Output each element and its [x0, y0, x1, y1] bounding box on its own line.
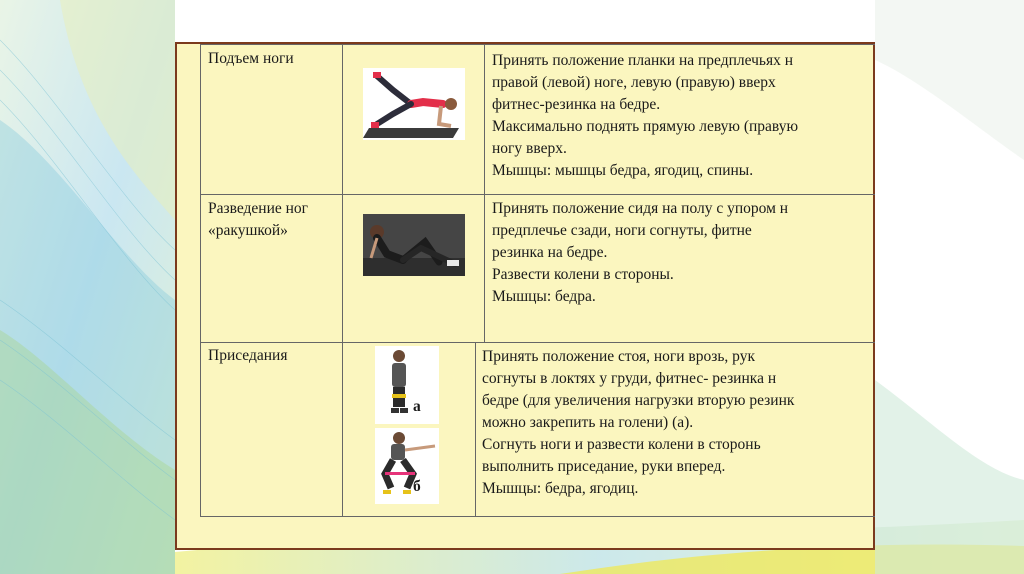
- table-top-border: [200, 44, 875, 45]
- row-divider-2: [200, 342, 875, 343]
- exercise-name-2: Разведение ног «ракушкой»: [208, 200, 309, 239]
- plank-leg-raise-photo: [363, 68, 465, 140]
- exercise-table-panel: [175, 42, 875, 550]
- squat-label-a: а: [413, 398, 421, 415]
- exercise-desc-3: Принять положение стоя, ноги врозь, рук согнуты в локтях у груди, фитнес- резинка н бедре (для увеличения нагрузки вторую резинк можно закрепить на голени) (а). Согнуть ноги и развести колени в сторонь выполнить приседание, руки вперед. Мышцы: бедра, ягодиц.: [482, 348, 795, 497]
- clamshell-photo: [363, 214, 465, 276]
- col-divider-1: [342, 44, 343, 517]
- exercise-desc-1: Принять положение планки на предплечьях н правой (левой) ноге, левую (правую) вверх фитнес-резинка на бедре. Максимально поднять прямую левую (правую ногу вверх. Мышцы: мышцы бедра, ягодиц, спины.: [492, 52, 799, 179]
- exercise-name-3: Приседания: [208, 347, 288, 364]
- col-divider-2a: [484, 44, 485, 342]
- col-divider-2b: [475, 342, 476, 517]
- row-divider-1: [200, 194, 875, 195]
- squat-label-b: б: [413, 478, 421, 495]
- exercise-desc-2: Принять положение сидя на полу с упором н предплечье сзади, ноги согнуты, фитне резинка на бедре. Развести колени в стороны. Мышцы: бедра.: [492, 200, 789, 305]
- table-bottom-border: [200, 516, 875, 517]
- col-divider-left: [200, 44, 201, 517]
- exercise-name-1: Подъем ноги: [208, 50, 294, 67]
